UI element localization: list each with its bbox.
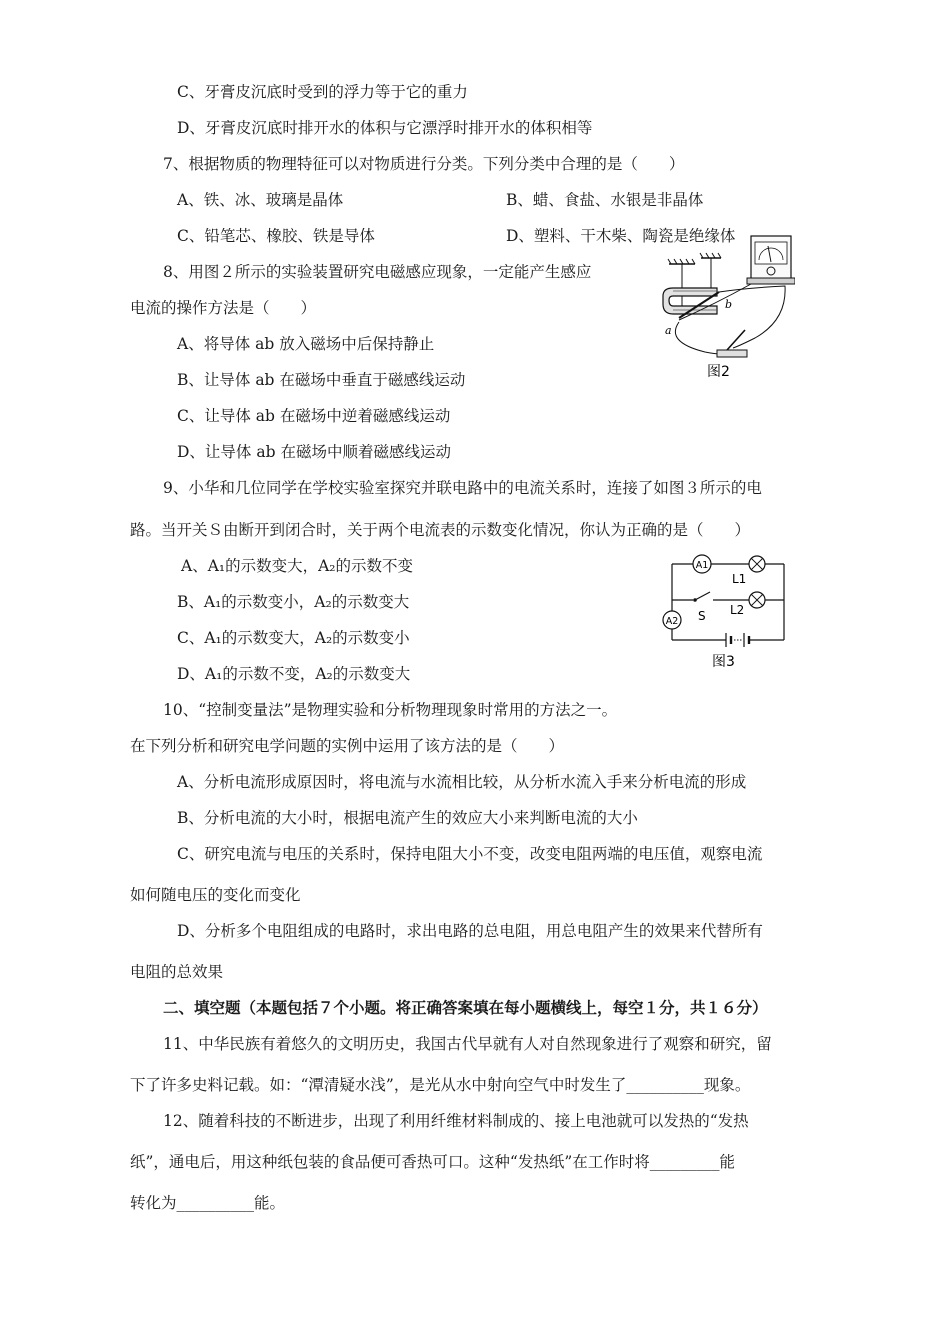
q9-stem-line2: 路。当开关Ｓ由断开到闭合时，关于两个电流表的示数变化情况，你认为正确的是（ ） <box>130 521 751 539</box>
lamp-l1-label: L1 <box>732 572 747 586</box>
q8-option-d: D、让导体 ab 在磁场中顺着磁感线运动 <box>177 443 451 461</box>
figure-2-caption: 图2 <box>707 364 730 380</box>
ammeter-a2-label: A2 <box>665 616 679 627</box>
figure-2-induction-apparatus <box>655 230 795 380</box>
figure-3-parallel-circuit <box>660 548 790 670</box>
q9-option-b: B、A₁的示数变小，A₂的示数变大 <box>177 593 410 611</box>
q10-stem-line1: 10、“控制变量法”是物理实验和分析物理现象时常用的方法之一。 <box>163 701 618 719</box>
q7-option-d: D、塑料、干木柴、陶瓷是绝缘体 <box>506 227 736 245</box>
q6-option-d: D、牙膏皮沉底时排开水的体积与它漂浮时排开水的体积相等 <box>177 119 593 137</box>
q7-option-c: C、铅笔芯、橡胶、铁是导体 <box>177 227 375 245</box>
q10-option-b: B、分析电流的大小时，根据电流产生的效应大小来判断电流的大小 <box>177 809 638 827</box>
q8-stem-line2: 电流的操作方法是（ ） <box>130 299 317 317</box>
q12-line3: 转化为__________能。 <box>130 1194 286 1212</box>
q8-option-b: B、让导体 ab 在磁场中垂直于磁感线运动 <box>177 371 466 389</box>
q12-line2: 纸”，通电后，用这种纸包装的食品便可香热可口。这种“发热纸”在工作时将_________能 <box>130 1153 736 1171</box>
q10-option-d-line2: 电阻的总效果 <box>130 963 224 981</box>
q8-option-c: C、让导体 ab 在磁场中逆着磁感线运动 <box>177 407 451 425</box>
figure-2-label-b: b <box>725 298 733 311</box>
lamp-l2-label: L2 <box>730 603 745 617</box>
switch-s-label: S <box>698 609 706 623</box>
section-2-heading: 二、填空题（本题包括７个小题。将正确答案填在每小题横线上，每空１分，共１６分） <box>163 998 768 1017</box>
q9-option-a: A、A₁的示数变大，A₂的示数不变 <box>181 557 414 575</box>
q7-option-b: B、蜡、食盐、水银是非晶体 <box>506 191 704 209</box>
q7-option-a: A、铁、冰、玻璃是晶体 <box>177 191 344 209</box>
q10-option-d-line1: D、分析多个电阻组成的电路时，求出电路的总电阻，用总电阻产生的效果来代替所有 <box>177 922 763 940</box>
q6-option-c: C、牙膏皮沉底时受到的浮力等于它的重力 <box>177 83 468 101</box>
q12-line1: 12、随着科技的不断进步，出现了利用纤维材料制成的、接上电池就可以发热的“发热 <box>163 1112 749 1130</box>
q7-stem: 7、根据物质的物理特征可以对物质进行分类。下列分类中合理的是（ ） <box>163 155 685 173</box>
q8-stem-line1: 8、用图２所示的实验装置研究电磁感应现象，一定能产生感应 <box>163 263 592 281</box>
q10-option-c-line1: C、研究电流与电压的关系时，保持电阻大小不变，改变电阻两端的电压值，观察电流 <box>177 845 763 863</box>
q11-line2: 下了许多史料记载。如：“潭清疑水浅”，是光从水中射向空气中时发生了__________现象。 <box>130 1076 751 1094</box>
q9-option-c: C、A₁的示数变大，A₂的示数变小 <box>177 629 410 647</box>
q10-option-c-line2: 如何随电压的变化而变化 <box>130 886 301 904</box>
q8-option-a: A、将导体 ab 放入磁场中后保持静止 <box>177 335 435 353</box>
figure-3-caption: 图3 <box>712 654 735 670</box>
q10-stem-line2: 在下列分析和研究电学问题的实例中运用了该方法的是（ ） <box>130 737 565 755</box>
q10-option-a: A、分析电流形成原因时，将电流与水流相比较，从分析水流入手来分析电流的形成 <box>177 773 747 791</box>
ammeter-a1-label: A1 <box>695 560 709 571</box>
figure-2-label-a: a <box>665 324 672 337</box>
q11-line1: 11、中华民族有着悠久的文明历史，我国古代早就有人对自然现象进行了观察和研究，留 <box>163 1035 772 1053</box>
q9-stem-line1: 9、小华和几位同学在学校实验室探究并联电路中的电流关系时，连接了如图３所示的电 <box>163 479 762 497</box>
q9-option-d: D、A₁的示数不变，A₂的示数变大 <box>177 665 411 683</box>
